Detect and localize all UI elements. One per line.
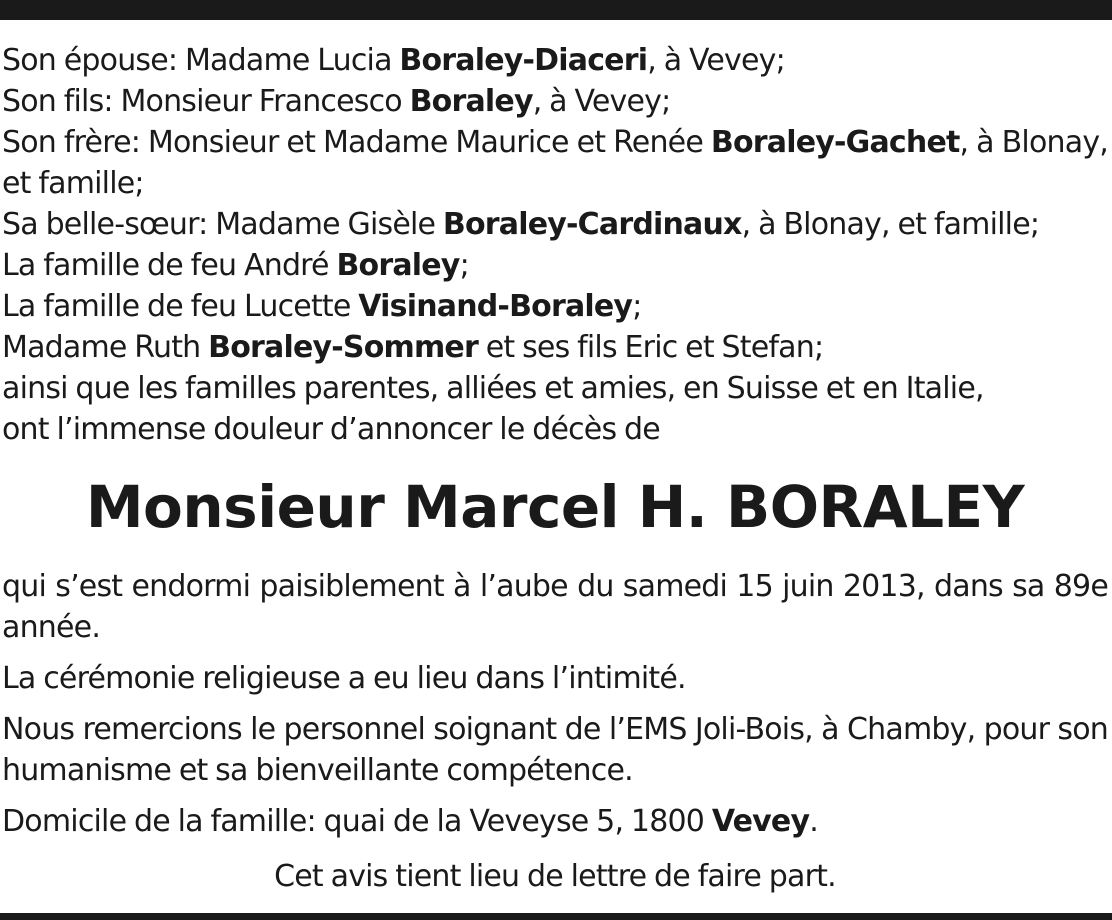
death-text: qui s’est endormi paisiblement à l’aube du samedi 15 juin 2013, dans sa 89e année.: [2, 569, 1108, 645]
family-line-andre: [2, 245, 1108, 286]
family-line-text: Son frère: Monsieur et Madame Maurice et Renée: [2, 125, 711, 160]
family-line-suffix: , à Blonay, et famille;: [741, 207, 1040, 242]
family-line-suffix: , à Vevey;: [532, 84, 671, 119]
family-line-suffix: , à Vevey;: [647, 43, 785, 78]
family-line-suffix: ;: [632, 289, 642, 324]
thanks-text: Nous remercions le personnel soignant de l’EMS Joli-Bois, à Chamby, pour son humanisme et sa bienveillante compétence.: [2, 712, 1108, 788]
family-line-text: La famille de feu Lucette: [2, 289, 359, 324]
family-line-text: Madame Ruth: [2, 330, 209, 365]
family-line-suffix: , à Blonay, et famille;: [2, 125, 1109, 201]
family-name: Boraley: [409, 84, 533, 119]
family-line-suffix: et ses fils Eric et Stefan;: [477, 330, 824, 365]
announcement-line: ont l’immense douleur d’annoncer le décès de: [2, 412, 660, 447]
family-name: Boraley-Diaceri: [399, 43, 648, 78]
family-line-text: La famille de feu André: [2, 248, 337, 283]
top-rule: [0, 0, 1112, 20]
family-line-sister-in-law: [2, 204, 1108, 245]
family-name: Boraley-Gachet: [710, 125, 960, 160]
family-line-spouse: [2, 40, 1108, 81]
family-line-text: Sa belle-sœur: Madame Gisèle: [2, 207, 443, 242]
family-name: Boraley-Sommer: [208, 330, 478, 365]
family-line-suffix: ;: [459, 248, 469, 283]
relatives-line: ainsi que les familles parentes, alliées et amies, en Suisse et en Italie,: [2, 371, 984, 406]
domicile-line: [2, 801, 1108, 842]
family-line-text: Son épouse: Madame Lucia: [2, 43, 400, 78]
deceased-name: Monsieur Marcel H. BORALEY: [85, 473, 1025, 541]
closing-text: Cet avis tient lieu de lettre de faire part.: [274, 859, 836, 894]
obituary-notice: [2, 40, 1108, 897]
family-name: Visinand-Boraley: [358, 289, 633, 324]
domicile-text: Domicile de la famille: quai de la Veveyse 5, 1800: [2, 804, 712, 839]
family-line-ruth: [2, 327, 1108, 368]
family-line-lucette: [2, 286, 1108, 327]
domicile-city: Vevey: [711, 804, 810, 839]
domicile-suffix: .: [809, 804, 818, 839]
family-name: Boraley-Cardinaux: [442, 207, 742, 242]
ceremony-text: La cérémonie religieuse a eu lieu dans l’intimité.: [2, 661, 686, 696]
bottom-rule: [0, 913, 1112, 920]
family-name: Boraley: [336, 248, 460, 283]
family-line-brother: [2, 122, 1108, 204]
family-line-text: Son fils: Monsieur Francesco: [2, 84, 410, 119]
family-line-son: [2, 81, 1108, 122]
